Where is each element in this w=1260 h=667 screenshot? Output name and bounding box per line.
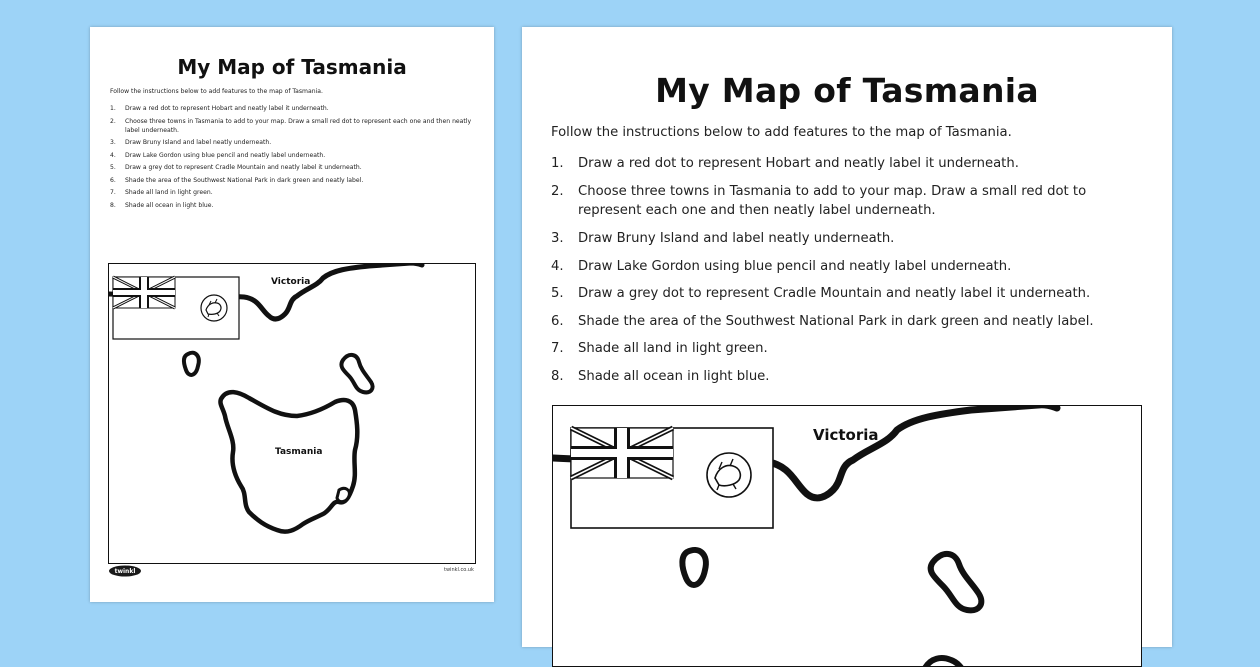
worksheet-title: My Map of Tasmania xyxy=(655,71,1039,110)
map-frame xyxy=(108,263,476,564)
flinders-island xyxy=(931,554,982,610)
instruction-item: 7. Shade all land in light green. xyxy=(110,189,213,197)
instruction-item: 6. Shade the area of the Southwest National Park in dark green and neatly label. xyxy=(551,313,1094,329)
instruction-item: 6. Shade the area of the Southwest National Park in dark green and neatly label. xyxy=(110,176,364,184)
tasmanian-flag-icon xyxy=(571,428,773,528)
tasmania-label: Tasmania xyxy=(275,447,323,457)
tasmania-outline xyxy=(925,658,965,666)
instruction-item: 1. Draw a red dot to represent Hobart and neatly label it underneath. xyxy=(551,156,1019,171)
instruction-list xyxy=(551,154,1151,395)
king-island xyxy=(682,550,706,585)
worksheet-intro: Follow the instructions below to add features to the map of Tasmania. xyxy=(551,125,1012,140)
victoria-label: Victoria xyxy=(271,277,311,287)
instruction-item: 1. Draw a red dot to represent Hobart and neatly label it underneath. xyxy=(110,105,329,112)
instruction-list xyxy=(110,104,480,213)
site-url: twinkl.co.uk xyxy=(444,567,474,573)
worksheet-title: My Map of Tasmania xyxy=(177,55,407,79)
instruction-item: 2. Choose three towns in Tasmania to add to your map. Draw a small red dot to represent each one and then neatly label underneath. xyxy=(110,117,472,134)
worksheet-preview-large xyxy=(522,27,1172,647)
instruction-item: 8. Shade all ocean in light blue. xyxy=(110,201,214,209)
tasmania-outline xyxy=(220,392,357,532)
king-island xyxy=(184,353,199,375)
instruction-item: 4. Draw Lake Gordon using blue pencil and neatly label underneath. xyxy=(551,258,1012,274)
instruction-item: 5. Draw a grey dot to represent Cradle Mountain and neatly label it underneath. xyxy=(551,286,1091,302)
instruction-item: 3. Draw Bruny Island and label neatly underneath. xyxy=(551,230,895,246)
flinders-island xyxy=(341,355,372,392)
map-frame xyxy=(552,405,1142,667)
instruction-item: 7. Shade all land in light green. xyxy=(551,341,768,357)
worksheet-preview-small xyxy=(90,27,494,602)
worksheet-intro: Follow the instructions below to add features to the map of Tasmania. xyxy=(110,88,323,95)
svg-text:twinkl: twinkl xyxy=(114,568,136,576)
bruny-island-outline xyxy=(337,488,349,501)
instruction-item: 2. Choose three towns in Tasmania to add to your map. Draw a small red dot to represent each one and then neatly label underneath. xyxy=(551,183,1087,219)
instruction-item: 3. Draw Bruny Island and label neatly underneath. xyxy=(110,139,272,147)
tasmanian-flag-icon xyxy=(113,277,239,339)
instruction-item: 8. Shade all ocean in light blue. xyxy=(551,368,770,384)
instruction-item: 5. Draw a grey dot to represent Cradle Mountain and neatly label it underneath. xyxy=(110,164,362,172)
instruction-item: 4. Draw Lake Gordon using blue pencil and neatly label underneath. xyxy=(110,151,326,159)
twinkl-logo-icon xyxy=(108,564,142,577)
victoria-label: Victoria xyxy=(813,426,879,444)
